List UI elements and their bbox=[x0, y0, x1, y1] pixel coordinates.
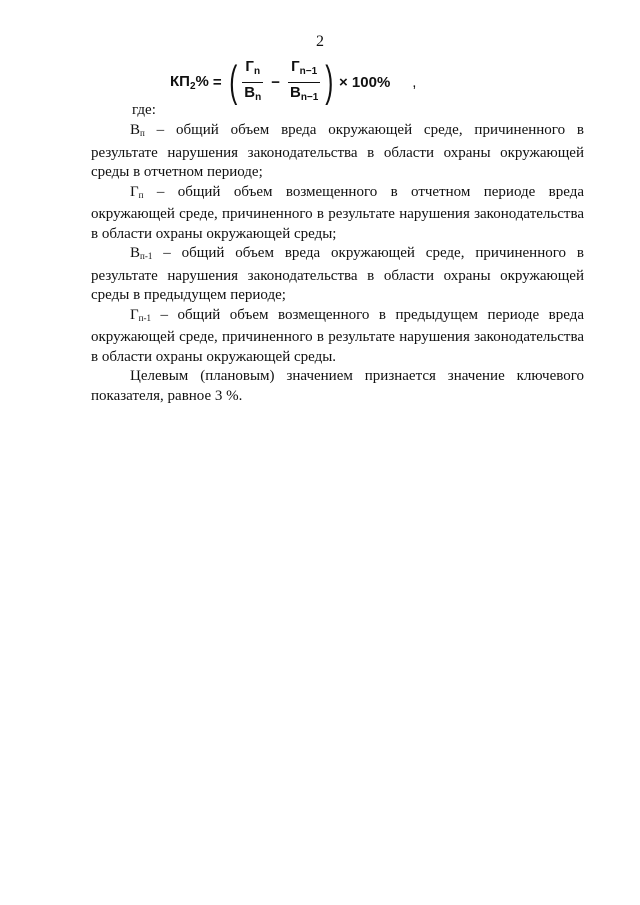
formula-fraction-previous bbox=[288, 58, 320, 107]
formula-right-paren: ) bbox=[325, 57, 334, 106]
definition-text: – общий объем вреда окружающей среде, причиненного в результате нарушения законодательства в области охраны окружающей среды в отчетном периоде; bbox=[91, 122, 584, 180]
formula-fraction-bar bbox=[288, 82, 320, 83]
where-label: где: bbox=[132, 102, 156, 118]
formula-left-paren: ( bbox=[228, 57, 237, 106]
formula-trailing-comma: , bbox=[412, 73, 417, 91]
definitions-block bbox=[91, 121, 584, 406]
formula-f2-num-main: Г bbox=[291, 57, 300, 75]
formula-fraction-previous-numerator bbox=[289, 58, 319, 81]
definition-symbol: В bbox=[130, 122, 141, 138]
formula-f2-num-sub: n−1 bbox=[299, 65, 318, 77]
definition-paragraph bbox=[91, 121, 584, 183]
formula-f1-num-sub: n bbox=[253, 65, 261, 77]
definition-symbol: В bbox=[130, 245, 141, 261]
definition-text: – общий объем вреда окружающей среде, причиненного в результате нарушения законодательства в области охраны окружающей среды в предыдущем периоде; bbox=[91, 245, 584, 303]
formula-lhs-percent: % bbox=[195, 72, 209, 90]
formula-fraction-bar bbox=[242, 82, 263, 83]
definition-symbol-sub: п bbox=[138, 189, 144, 200]
formula-rhs: × 100% bbox=[339, 73, 391, 91]
formula-f1-den-sub: n bbox=[255, 91, 262, 103]
definition-text: – общий объем возмещенного в предыдущем периоде вреда окружающей среде, причиненного в результате нарушения законодательства в области охраны окружающей среды. bbox=[91, 306, 584, 365]
formula-f1-num-main: Г bbox=[245, 57, 254, 75]
formula-lhs bbox=[170, 73, 209, 92]
formula-equals: = bbox=[212, 73, 222, 91]
formula-fraction-current-denominator bbox=[242, 84, 263, 107]
formula-minus: − bbox=[271, 73, 280, 91]
formula-lhs-sub: 2 bbox=[189, 80, 196, 92]
conclusion-paragraph: Целевым (плановым) значением признается значение ключевого показателя, равное 3 %. bbox=[91, 368, 584, 404]
definition-paragraph bbox=[91, 183, 584, 245]
formula-fraction-current-numerator bbox=[243, 58, 262, 81]
formula-lhs-main: КП bbox=[170, 72, 190, 90]
formula-f2-den-sub: n−1 bbox=[300, 91, 319, 103]
definition-paragraph bbox=[91, 244, 584, 306]
formula-fraction-previous-denominator bbox=[288, 84, 320, 107]
definition-symbol-sub: п bbox=[140, 128, 145, 138]
formula-f2-den-main: В bbox=[289, 83, 301, 101]
definition-symbol: Г bbox=[130, 306, 139, 323]
page-number: 2 bbox=[316, 33, 324, 50]
definition-symbol-sub: п-1 bbox=[140, 251, 153, 261]
formula-f1-den-main: В bbox=[244, 83, 256, 101]
definition-symbol-sub: п-1 bbox=[138, 312, 151, 323]
definition-text: – общий объем возмещенного в отчетном периоде вреда окружающей среде, причиненного в результате нарушения законодательства в области охраны окружающей среды; bbox=[91, 183, 584, 242]
definition-symbol: Г bbox=[130, 183, 139, 200]
formula-fraction-current bbox=[242, 58, 263, 107]
definition-paragraph bbox=[91, 306, 584, 368]
formula bbox=[170, 52, 416, 112]
